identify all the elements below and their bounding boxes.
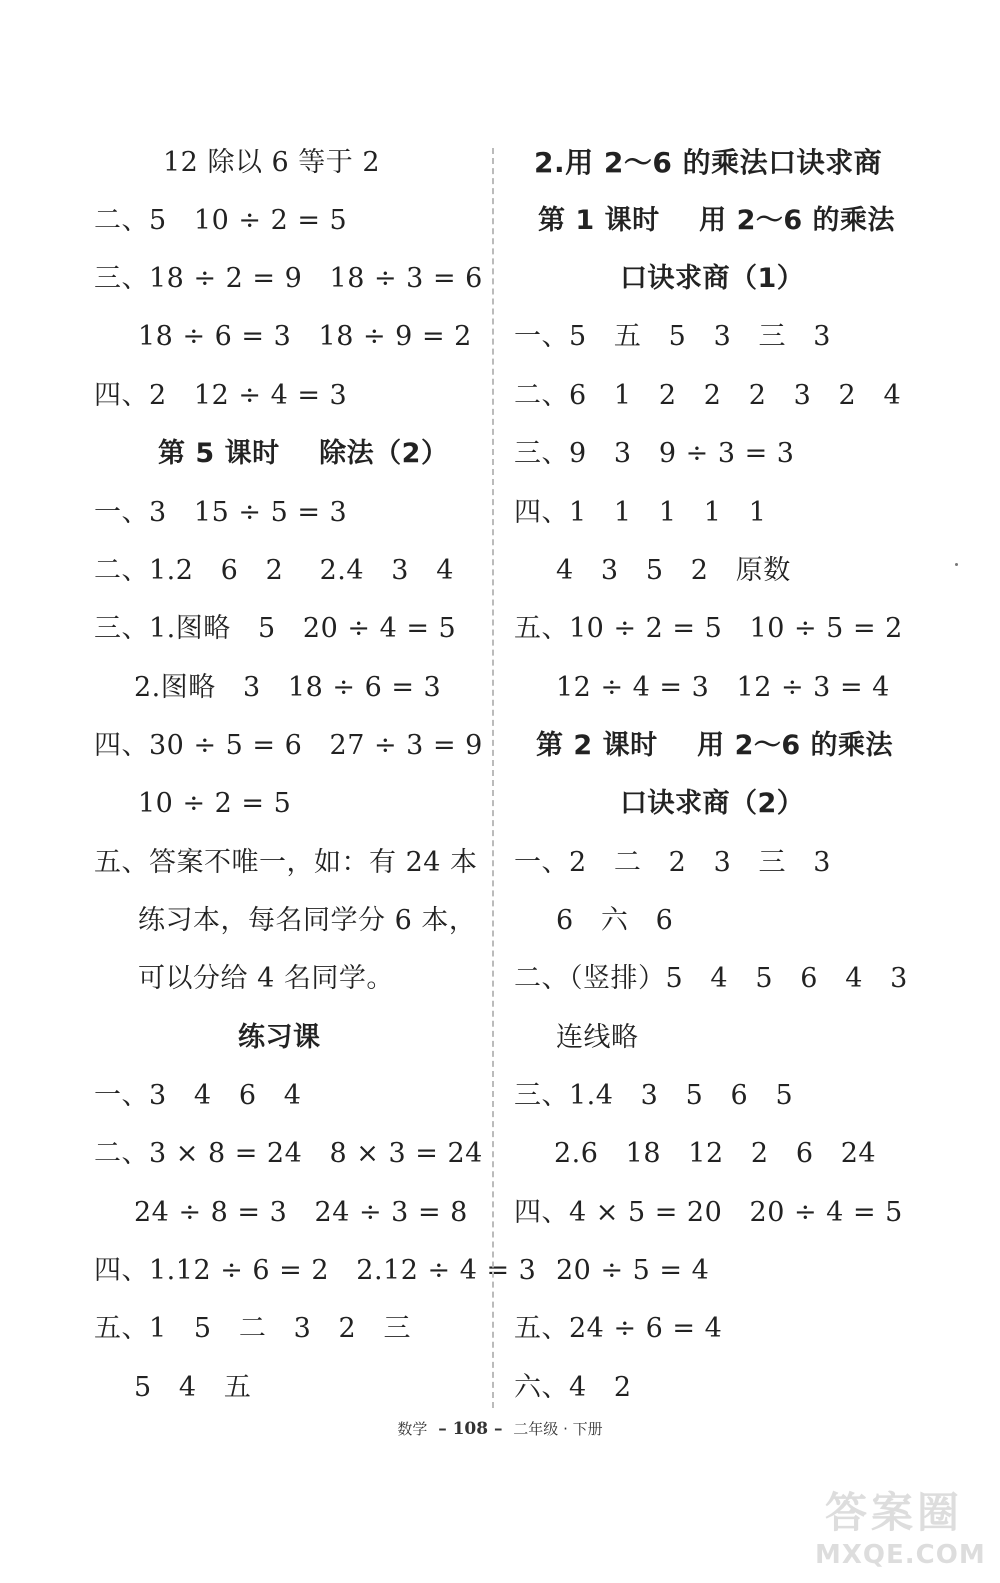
page-number: – 108 – (438, 1419, 503, 1439)
answer-line: 四、1 1 1 1 1 (514, 497, 767, 528)
answer-line: 三、18 ÷ 2 = 9 18 ÷ 3 = 6 (94, 263, 483, 294)
lesson-heading: 第 2 课时 用 2～6 的乘法 (536, 730, 894, 761)
answer-line: 12 除以 6 等于 2 (163, 147, 381, 178)
answer-line: 五、答案不唯一，如：有 24 本 (94, 847, 478, 878)
answer-line: 四、4 × 5 = 20 20 ÷ 4 = 5 (514, 1197, 903, 1228)
answer-line: 二、5 10 ÷ 2 = 5 (94, 205, 348, 236)
answer-line: 五、24 ÷ 6 = 4 (514, 1313, 723, 1344)
answer-line: 四、1.12 ÷ 6 = 2 2.12 ÷ 4 = 3 (94, 1255, 537, 1286)
answer-line: 6 六 6 (556, 905, 674, 936)
answer-line: 一、5 五 5 3 三 3 (514, 321, 831, 352)
answer-line: 五、1 5 二 3 2 三 (94, 1313, 411, 1344)
answer-line: 12 ÷ 4 = 3 12 ÷ 3 = 4 (556, 672, 890, 703)
answer-line: 连线略 (556, 1022, 639, 1053)
answer-line: 五、10 ÷ 2 = 5 10 ÷ 5 = 2 (514, 613, 903, 644)
lesson-heading: 第 1 课时 用 2～6 的乘法 (538, 205, 896, 236)
answer-line: 可以分给 4 名同学。 (138, 963, 394, 994)
footer-grade: 二年级 · 下册 (513, 1420, 603, 1438)
answer-line: 二、1.2 6 2 2.4 3 4 (94, 555, 454, 586)
answer-line: 10 ÷ 2 = 5 (138, 788, 292, 819)
page-footer (0, 1418, 1000, 1439)
answer-line: 六、4 2 (514, 1372, 632, 1403)
answer-line: 二、（竖排）5 4 5 6 4 3 (514, 963, 908, 994)
lesson-heading: 口诀求商（2） (620, 788, 805, 819)
answer-line: 一、3 15 ÷ 5 = 3 (94, 497, 348, 528)
section-title: 2.用 2～6 的乘法口诀求商 (534, 146, 883, 179)
lesson-heading: 练习课 (238, 1022, 321, 1053)
footer-subject: 数学 (397, 1420, 428, 1438)
lesson-heading: 口诀求商（1） (620, 263, 805, 294)
answer-line: 2.6 18 12 2 6 24 (554, 1138, 877, 1169)
answer-line: 三、1.4 3 5 6 5 (514, 1080, 794, 1111)
answer-line: 练习本，每名同学分 6 本， (138, 905, 477, 936)
answer-line: 二、6 1 2 2 2 3 2 4 (514, 380, 902, 411)
watermark-site-text: MXQE.COM (815, 1540, 986, 1570)
answer-line: 三、1.图略 5 20 ÷ 4 = 5 (94, 613, 457, 644)
answer-line: 三、9 3 9 ÷ 3 = 3 (514, 438, 795, 469)
answer-line: 四、2 12 ÷ 4 = 3 (94, 380, 348, 411)
answer-line: 18 ÷ 6 = 3 18 ÷ 9 = 2 (138, 321, 472, 352)
answer-line: 24 ÷ 8 = 3 24 ÷ 3 = 8 (134, 1197, 468, 1228)
answer-line: 2.图略 3 18 ÷ 6 = 3 (134, 672, 442, 703)
answer-line: 四、30 ÷ 5 = 6 27 ÷ 3 = 9 (94, 730, 483, 761)
lesson-heading: 第 5 课时 除法（2） (158, 438, 449, 469)
watermark-logo (815, 1480, 995, 1580)
answer-line: 二、3 × 8 = 24 8 × 3 = 24 (94, 1138, 483, 1169)
answer-line: 20 ÷ 5 = 4 (556, 1255, 710, 1286)
answer-line: 一、2 二 2 3 三 3 (514, 847, 831, 878)
column-divider (492, 148, 494, 1408)
answer-line: 5 4 五 (134, 1372, 252, 1403)
watermark-logo-text: 答案圈 (825, 1488, 964, 1537)
answer-line: 4 3 5 2 原数 (556, 555, 791, 586)
stray-dot (955, 563, 958, 566)
answer-line: 一、3 4 6 4 (94, 1080, 302, 1111)
